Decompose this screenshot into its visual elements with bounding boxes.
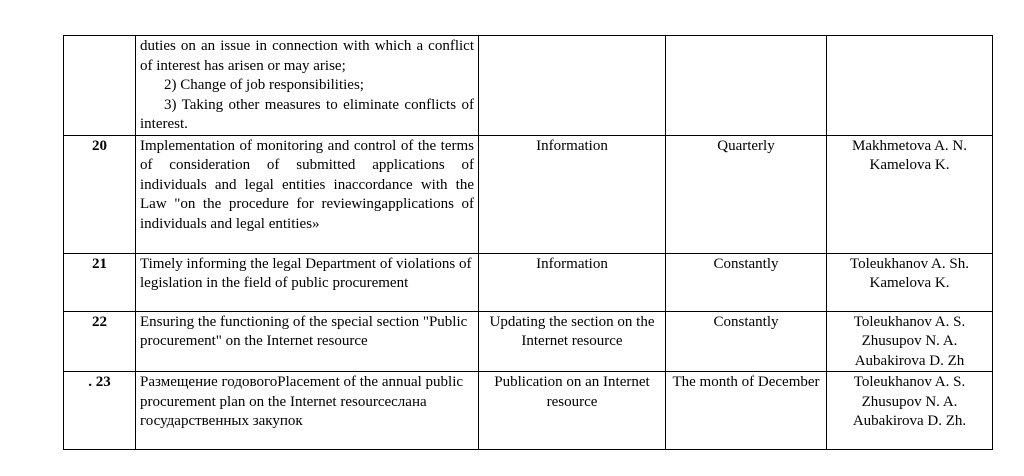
activity-cell: Implementation of monitoring and control of the terms of consideration of submitted applications of individuals and legal entities inaccordance with the Law "on the procedure for reviewingapplications of individuals and legal entities» [136, 135, 479, 253]
form-cell: Updating the section on the Internet resource [479, 311, 666, 372]
term-cell: Quarterly [666, 135, 827, 253]
responsible-cell [827, 135, 993, 253]
responsible-cell [827, 311, 993, 372]
term-cell: Constantly [666, 311, 827, 372]
activity-cell: Размещение годовогоPlacement of the annual public procurement plan on the Internet resourceслана государственных закупок [136, 372, 479, 450]
activity-cell: Ensuring the functioning of the special section "Public procurement" on the Internet resource [136, 311, 479, 372]
table-row [64, 311, 993, 372]
responsible-person: Makhmetova A. N. [852, 137, 967, 154]
activity-cell: Timely informing the legal Department of violations of legislation in the field of public procurement [136, 253, 479, 311]
responsible-person: Toleukhanov A. S. [853, 374, 966, 390]
responsible-cell [827, 36, 993, 136]
activity-cell [136, 36, 479, 136]
responsible-person: Toleukhanov A. S. [853, 313, 966, 330]
table-row [64, 36, 993, 136]
responsible-person: Aubakirova D. Zh. [852, 413, 967, 429]
row-number-cell: . 23 [64, 372, 136, 450]
responsible-person: Kamelova K. [869, 157, 950, 173]
responsible-person: Aubakirova D. Zh [854, 352, 965, 369]
responsible-cell [827, 253, 993, 311]
responsible-person: Toleukhanov A. Sh. [850, 255, 969, 272]
responsible-cell [827, 372, 993, 450]
activity-text: 2) Change of job responsibilities; [164, 77, 364, 93]
responsible-person: Zhusupov N. A. [861, 333, 958, 349]
row-number-cell [64, 36, 136, 136]
responsible-person: Kamelova K. [869, 275, 950, 291]
activity-text: 3) Taking other measures to eliminate conflicts of interest. [140, 96, 474, 132]
responsible-person: Zhusupov N. A. [861, 393, 958, 410]
row-number-cell: 22 [64, 311, 136, 372]
row-number-cell: 20 [64, 135, 136, 253]
term-cell: The month of December [666, 372, 827, 450]
activity-text: duties on an issue in connection with which a conflict of interest has arisen or may arise; [140, 38, 474, 74]
measures-table [63, 35, 993, 450]
form-cell [479, 36, 666, 136]
form-cell: Information [479, 135, 666, 253]
form-cell: Publication on an Internet resource [479, 372, 666, 450]
term-cell: Constantly [666, 253, 827, 311]
table-row [64, 253, 993, 311]
table-row [64, 135, 993, 253]
term-cell [666, 36, 827, 136]
form-cell: Information [479, 253, 666, 311]
table-row [64, 372, 993, 450]
row-number-cell: 21 [64, 253, 136, 311]
